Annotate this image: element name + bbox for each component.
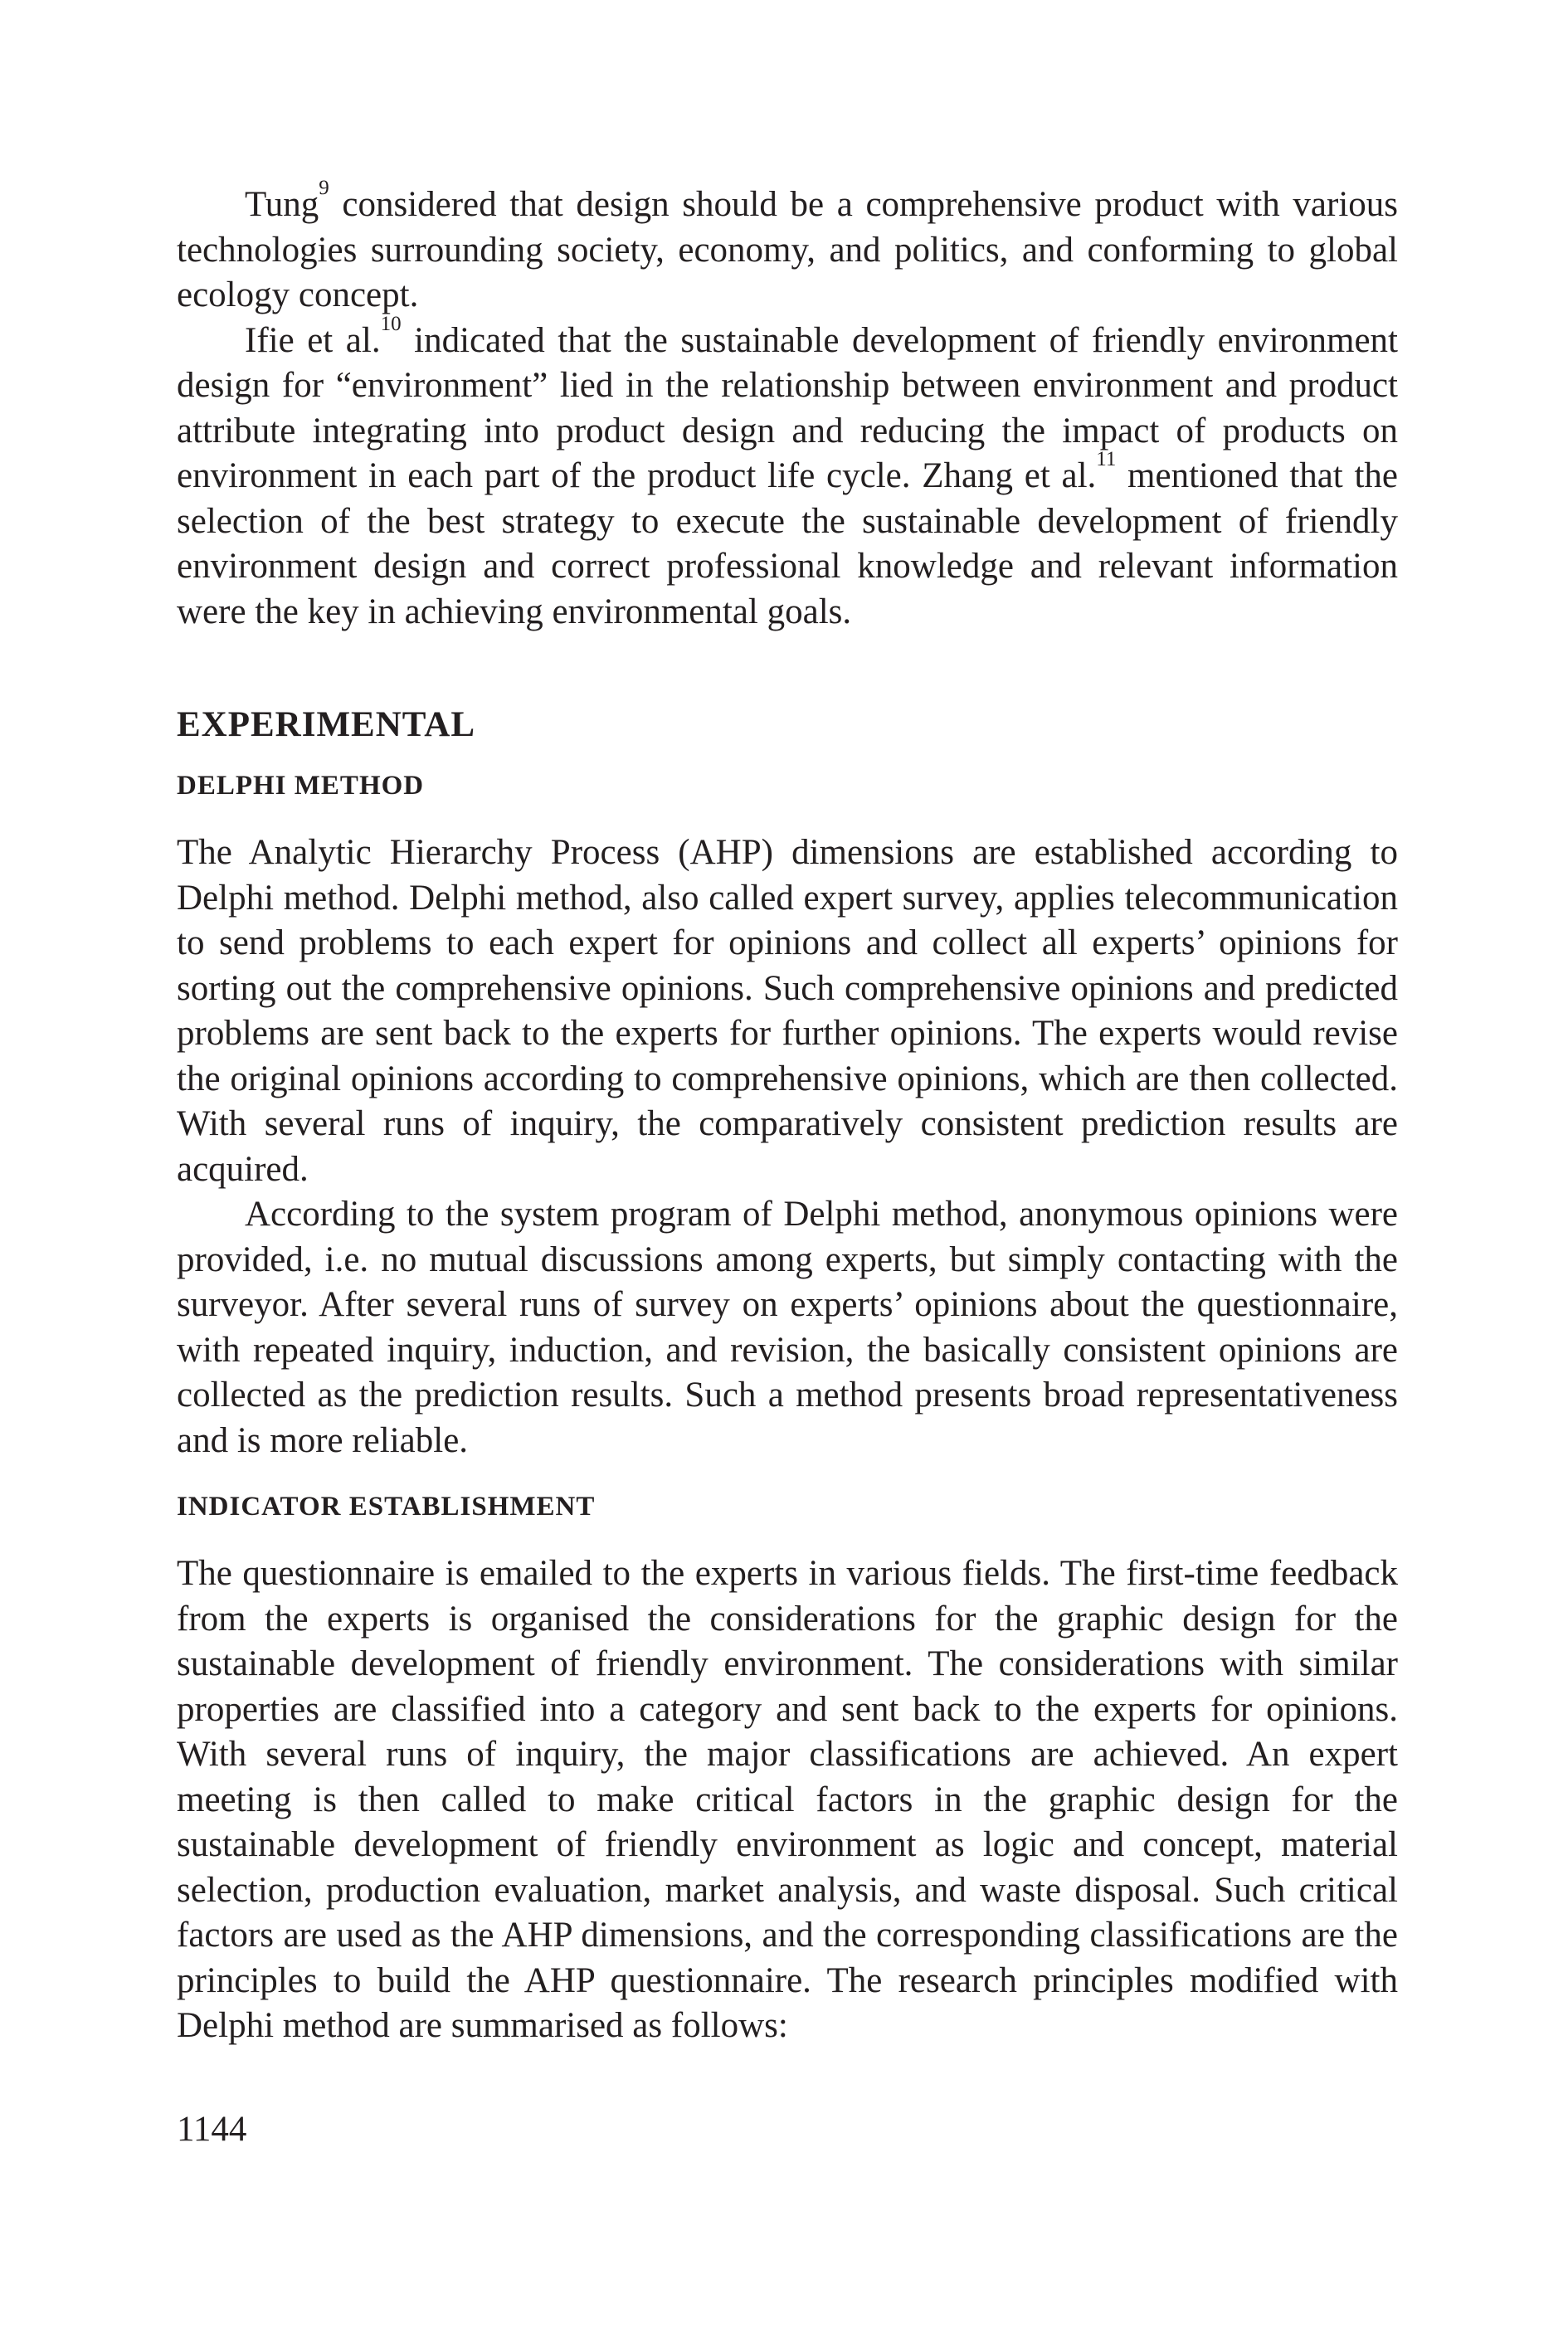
page-number: 1144 (177, 2110, 247, 2149)
page-body (177, 177, 1398, 2049)
paragraph-text: considered that design should be a comprehensive product with various technologies surrounding society, economy, and politics, and conforming to global ecology concept. (177, 185, 1398, 314)
paragraph-text: mentioned that the selection of the best strategy to execute the sustainable development of friendly environment design and correct professional knowledge and relevant information were the key in achieving environmental goals. (177, 456, 1398, 631)
intro-paragraph-tung (177, 177, 1398, 319)
reference-superscript: 11 (1096, 448, 1117, 470)
section-heading-experimental: EXPERIMENTAL (177, 705, 476, 744)
indicator-paragraph-1: The questionnaire is emailed to the experts in various fields. The first-time feedback from the experts is organised the considerations for the graphic design for the sustainable development of friendly environment. The considerations with similar properties are classified into a category and sent back to the experts for opinions. With several runs of inquiry, the major classifications are achieved. An expert meeting is then called to make critical factors in the graphic design for the sustainable development of friendly environment as logic and concept, material selection, production evaluation, market analysis, and waste disposal. Such critical factors are used as the AHP dimensions, and the corresponding classifications are the principles to build the AHP questionnaire. The research principles modified with Delphi method are summarised as follows: (177, 1554, 1398, 2045)
paragraph-text: indicated that the sustainable development of friendly environment design for “environment” lied in the relationship between environment and product attribute integrating into product design and reducing the impact of products on environment in each part of the product life cycle. Zhang et al. (177, 320, 1398, 495)
subsection-heading-indicator: INDICATOR ESTABLISHMENT (177, 1492, 596, 1522)
intro-paragraph-ifie (177, 312, 1398, 635)
reference-superscript: 10 (380, 312, 402, 335)
author-name: Tung (245, 185, 319, 224)
delphi-paragraph-1: The Analytic Hierarchy Process (AHP) dimensions are established according to Delphi method. Delphi method, also called expert survey, applies telecommunication to send problems to each expert for opinions and collect all experts’ opinions for sorting out the comprehensive opinions. Such comprehensive opinions and predicted problems are sent back to the experts for further opinions. The experts would revise the original opinions according to comprehensive opinions, which are then collected. With several runs of inquiry, the comparatively consistent prediction results are acquired. (177, 833, 1398, 1189)
reference-superscript: 9 (319, 177, 329, 199)
subsection-heading-delphi: DELPHI METHOD (177, 771, 425, 801)
delphi-paragraph-2: According to the system program of Delphi method, anonymous opinions were provided, i.e. no mutual discussions among experts, but simply contacting with the surveyor. After several runs of survey on experts’ opinions about the questionnaire, with repeated inquiry, induction, and revision, the basically consistent opinions are collected as the prediction results. Such a method presents broad representativeness and is more reliable. (177, 1195, 1398, 1460)
author-name: Ifie et al. (245, 320, 381, 360)
